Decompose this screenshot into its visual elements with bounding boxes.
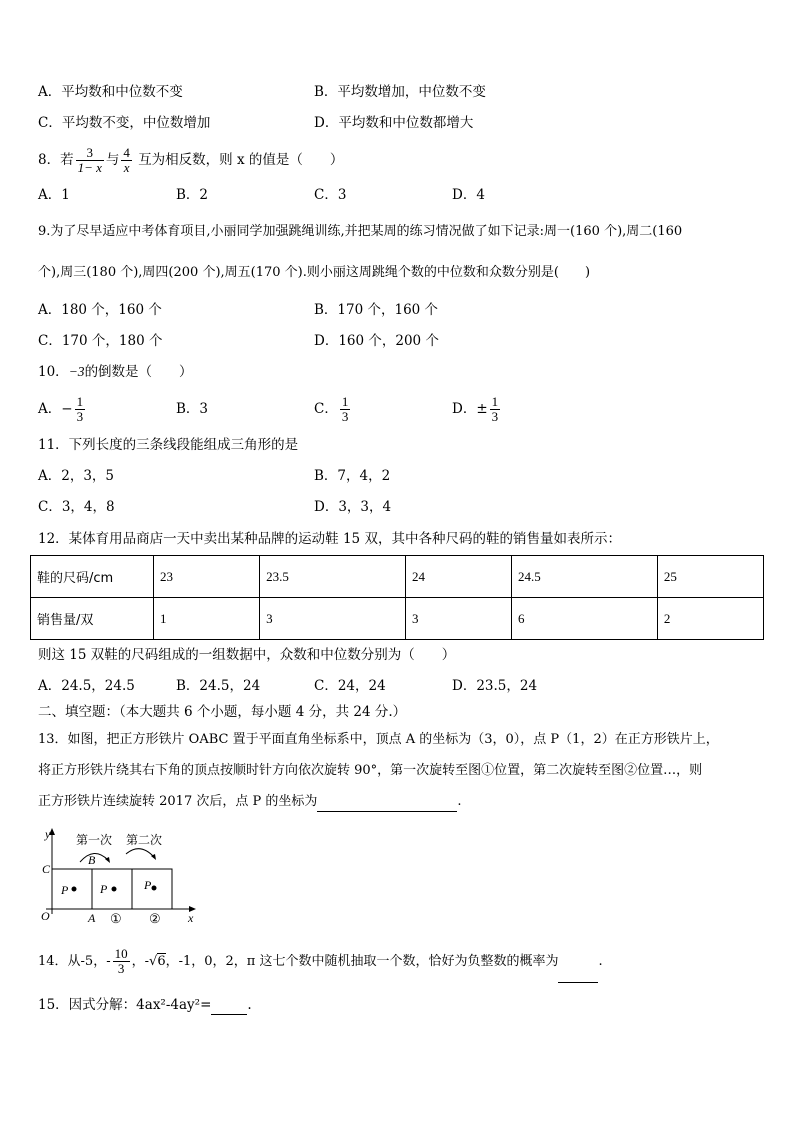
table-header-sales: 销售量/双	[31, 598, 154, 640]
q14-frac-num: 10	[114, 946, 128, 961]
section-heading-fill-in: 二、填空题：（本大题共 6 个小题，每小题 4 分，共 24 分.）	[38, 704, 407, 720]
q14-end: .	[598, 954, 603, 969]
q8-mid: 与	[105, 152, 120, 168]
q8-option-c: C．3	[314, 187, 347, 203]
label-o: O	[41, 909, 50, 923]
q9-option-c: C．170 个，180 个	[38, 333, 163, 349]
q10-c-den: 3	[341, 409, 349, 424]
table-cell: 1	[154, 598, 260, 640]
table-cell: 24	[405, 556, 511, 598]
label-first-rotation: 第一次	[76, 833, 113, 847]
q14-suffix: ，-1，0，2，π 这七个数中随机抽取一个数，恰好为负整数的概率为	[165, 954, 559, 969]
q11-option-c: C．3，4，8	[38, 499, 115, 515]
sqrt-icon: √	[149, 954, 158, 969]
table-row	[31, 598, 764, 640]
label-y: y	[45, 827, 51, 841]
shoe-size-table	[30, 555, 764, 640]
label-p-1: P	[100, 882, 108, 896]
q10-d-num: 1	[491, 394, 499, 409]
label-position-1: ①	[110, 911, 122, 926]
q8-fraction-1	[76, 146, 104, 175]
q9-option-b: B．170 个，160 个	[314, 302, 439, 318]
q8-option-a: A．1	[38, 187, 70, 203]
q8-frac1-den: 1− x	[77, 160, 102, 175]
q11-option-b: B．7，4，2	[314, 468, 391, 484]
q14-frac-den: 3	[117, 961, 125, 976]
table-cell: 23.5	[260, 556, 406, 598]
q13-line-1: 13．如图，把正方形铁片 OABC 置于平面直角坐标系中，顶点 A 的坐标为（3，0），点 P（1，2）在正方形铁片上，	[38, 732, 719, 747]
q10-c-num: 1	[341, 394, 349, 409]
label-p-original: P	[61, 883, 69, 897]
label-second-rotation: 第二次	[126, 833, 163, 847]
table-cell: 25	[657, 556, 763, 598]
label-b: B	[88, 853, 96, 867]
table-cell: 6	[512, 598, 658, 640]
q15-end: .	[247, 997, 252, 1013]
q10-d-fraction	[490, 395, 501, 424]
table-cell: 3	[405, 598, 511, 640]
q7-option-a: A．平均数和中位数不变	[38, 84, 183, 100]
q11-option-a: A．2，3，5	[38, 468, 115, 484]
q10-suffix: 的倒数是（ ）	[84, 364, 193, 380]
table-header-size: 鞋的尺码/cm	[31, 556, 154, 598]
q12-stem: 12．某体育用品商店一天中卖出某种品牌的运动鞋 15 双，其中各种尺码的鞋的销售量如表所示：	[38, 531, 621, 547]
q10-c-label: C．	[314, 401, 338, 417]
q14-fraction	[113, 947, 130, 976]
q8-suffix: 互为相反数，则 x 的值是（ ）	[138, 152, 344, 168]
q12-option-c: C．24，24	[314, 678, 386, 694]
q8-option-b: B．2	[176, 187, 209, 203]
q9-line-2: 个),周三(180 个),周四(200 个),周五(170 个).则小丽这周跳绳个数的中位数和众数分别是( )	[38, 265, 591, 280]
q11-stem: 11．下列长度的三条线段能组成三角形的是	[38, 437, 299, 453]
q10-c-fraction	[340, 395, 351, 424]
table-row	[31, 556, 764, 598]
point-p-1	[112, 887, 117, 892]
point-p-2	[152, 886, 157, 891]
table-cell: 23	[154, 556, 260, 598]
q7-option-d: D．平均数和中位数都增大	[314, 115, 474, 131]
label-x: x	[188, 911, 194, 925]
q12-option-d: D．23.5，24	[452, 678, 538, 694]
q10-stem	[38, 363, 193, 381]
table-cell: 24.5	[512, 556, 658, 598]
q14-prefix: 14．从-5，-	[38, 954, 111, 969]
rotation-diagram	[36, 826, 206, 926]
q12-option-a: A．24.5，24.5	[38, 678, 135, 694]
q13-line-2: 将正方形铁片绕其右下角的顶点按顺时针方向依次旋转 90°，第一次旋转至图①位置，第二次旋转至图②位置…，则	[38, 763, 703, 778]
q14-mid: ，-	[131, 954, 150, 969]
q10-a-den: 3	[76, 409, 84, 424]
table-cell: 2	[657, 598, 763, 640]
answer-blank[interactable]	[211, 996, 247, 1015]
rotation-arrow-2-icon	[126, 849, 154, 857]
q10-d-label: D．±	[452, 401, 488, 417]
q8-option-d: D．4	[452, 187, 485, 203]
label-a: A	[88, 911, 96, 925]
q7-option-b: B．平均数增加，中位数不变	[314, 84, 486, 100]
q8-frac1-num: 3	[76, 146, 104, 161]
q9-option-a: A．180 个，160 个	[38, 302, 162, 318]
q9-line-1: 9.为了尽早适应中考体育项目,小丽同学加强跳绳训练,并把某周的练习情况做了如下记录:周一(160 个),周二(160	[38, 224, 683, 239]
q8-stem	[38, 140, 343, 180]
q10-a-label: A．−	[38, 401, 73, 417]
answer-blank[interactable]	[317, 793, 457, 812]
label-position-2: ②	[149, 911, 161, 926]
q14-sqrt-value: 6	[157, 954, 166, 969]
q11-option-d: D．3，3，4	[314, 499, 392, 515]
q8-prefix: 8．若	[38, 152, 74, 168]
q8-frac2-num: 4	[123, 145, 130, 160]
q15-stem	[38, 996, 252, 1015]
q10-a-num: 1	[76, 394, 84, 409]
q15-text: 15．因式分解：4ax²-4ay²=	[38, 997, 212, 1013]
label-p-2: P	[144, 878, 152, 892]
q10-a-fraction	[75, 395, 86, 424]
q10-option-a	[38, 390, 87, 428]
q13-line-3-text: 正方形铁片连续旋转 2017 次后，点 P 的坐标为	[38, 794, 318, 809]
q12-option-b: B．24.5，24	[176, 678, 261, 694]
label-c: C	[42, 862, 51, 876]
q10-d-den: 3	[491, 409, 499, 424]
point-p-original	[72, 887, 77, 892]
q12-question: 则这 15 双鞋的尺码组成的一组数据中，众数和中位数分别为（ ）	[38, 647, 456, 663]
q9-option-d: D．160 个，200 个	[314, 333, 439, 349]
q7-option-c: C．平均数不变，中位数增加	[38, 115, 211, 131]
answer-blank[interactable]	[558, 942, 598, 983]
table-cell: 3	[260, 598, 406, 640]
q13-line-3	[38, 793, 462, 812]
q8-frac2-den: x	[123, 160, 130, 175]
q8-fraction-2	[121, 146, 132, 175]
q10-option-d	[452, 390, 502, 428]
q10-option-b: B．3	[176, 401, 209, 417]
q13-line-3-end: .	[457, 794, 462, 809]
q10-number: −3	[68, 364, 85, 379]
q10-option-c	[314, 390, 352, 428]
q10-prefix: 10．	[38, 364, 69, 380]
q14-stem	[38, 942, 603, 983]
